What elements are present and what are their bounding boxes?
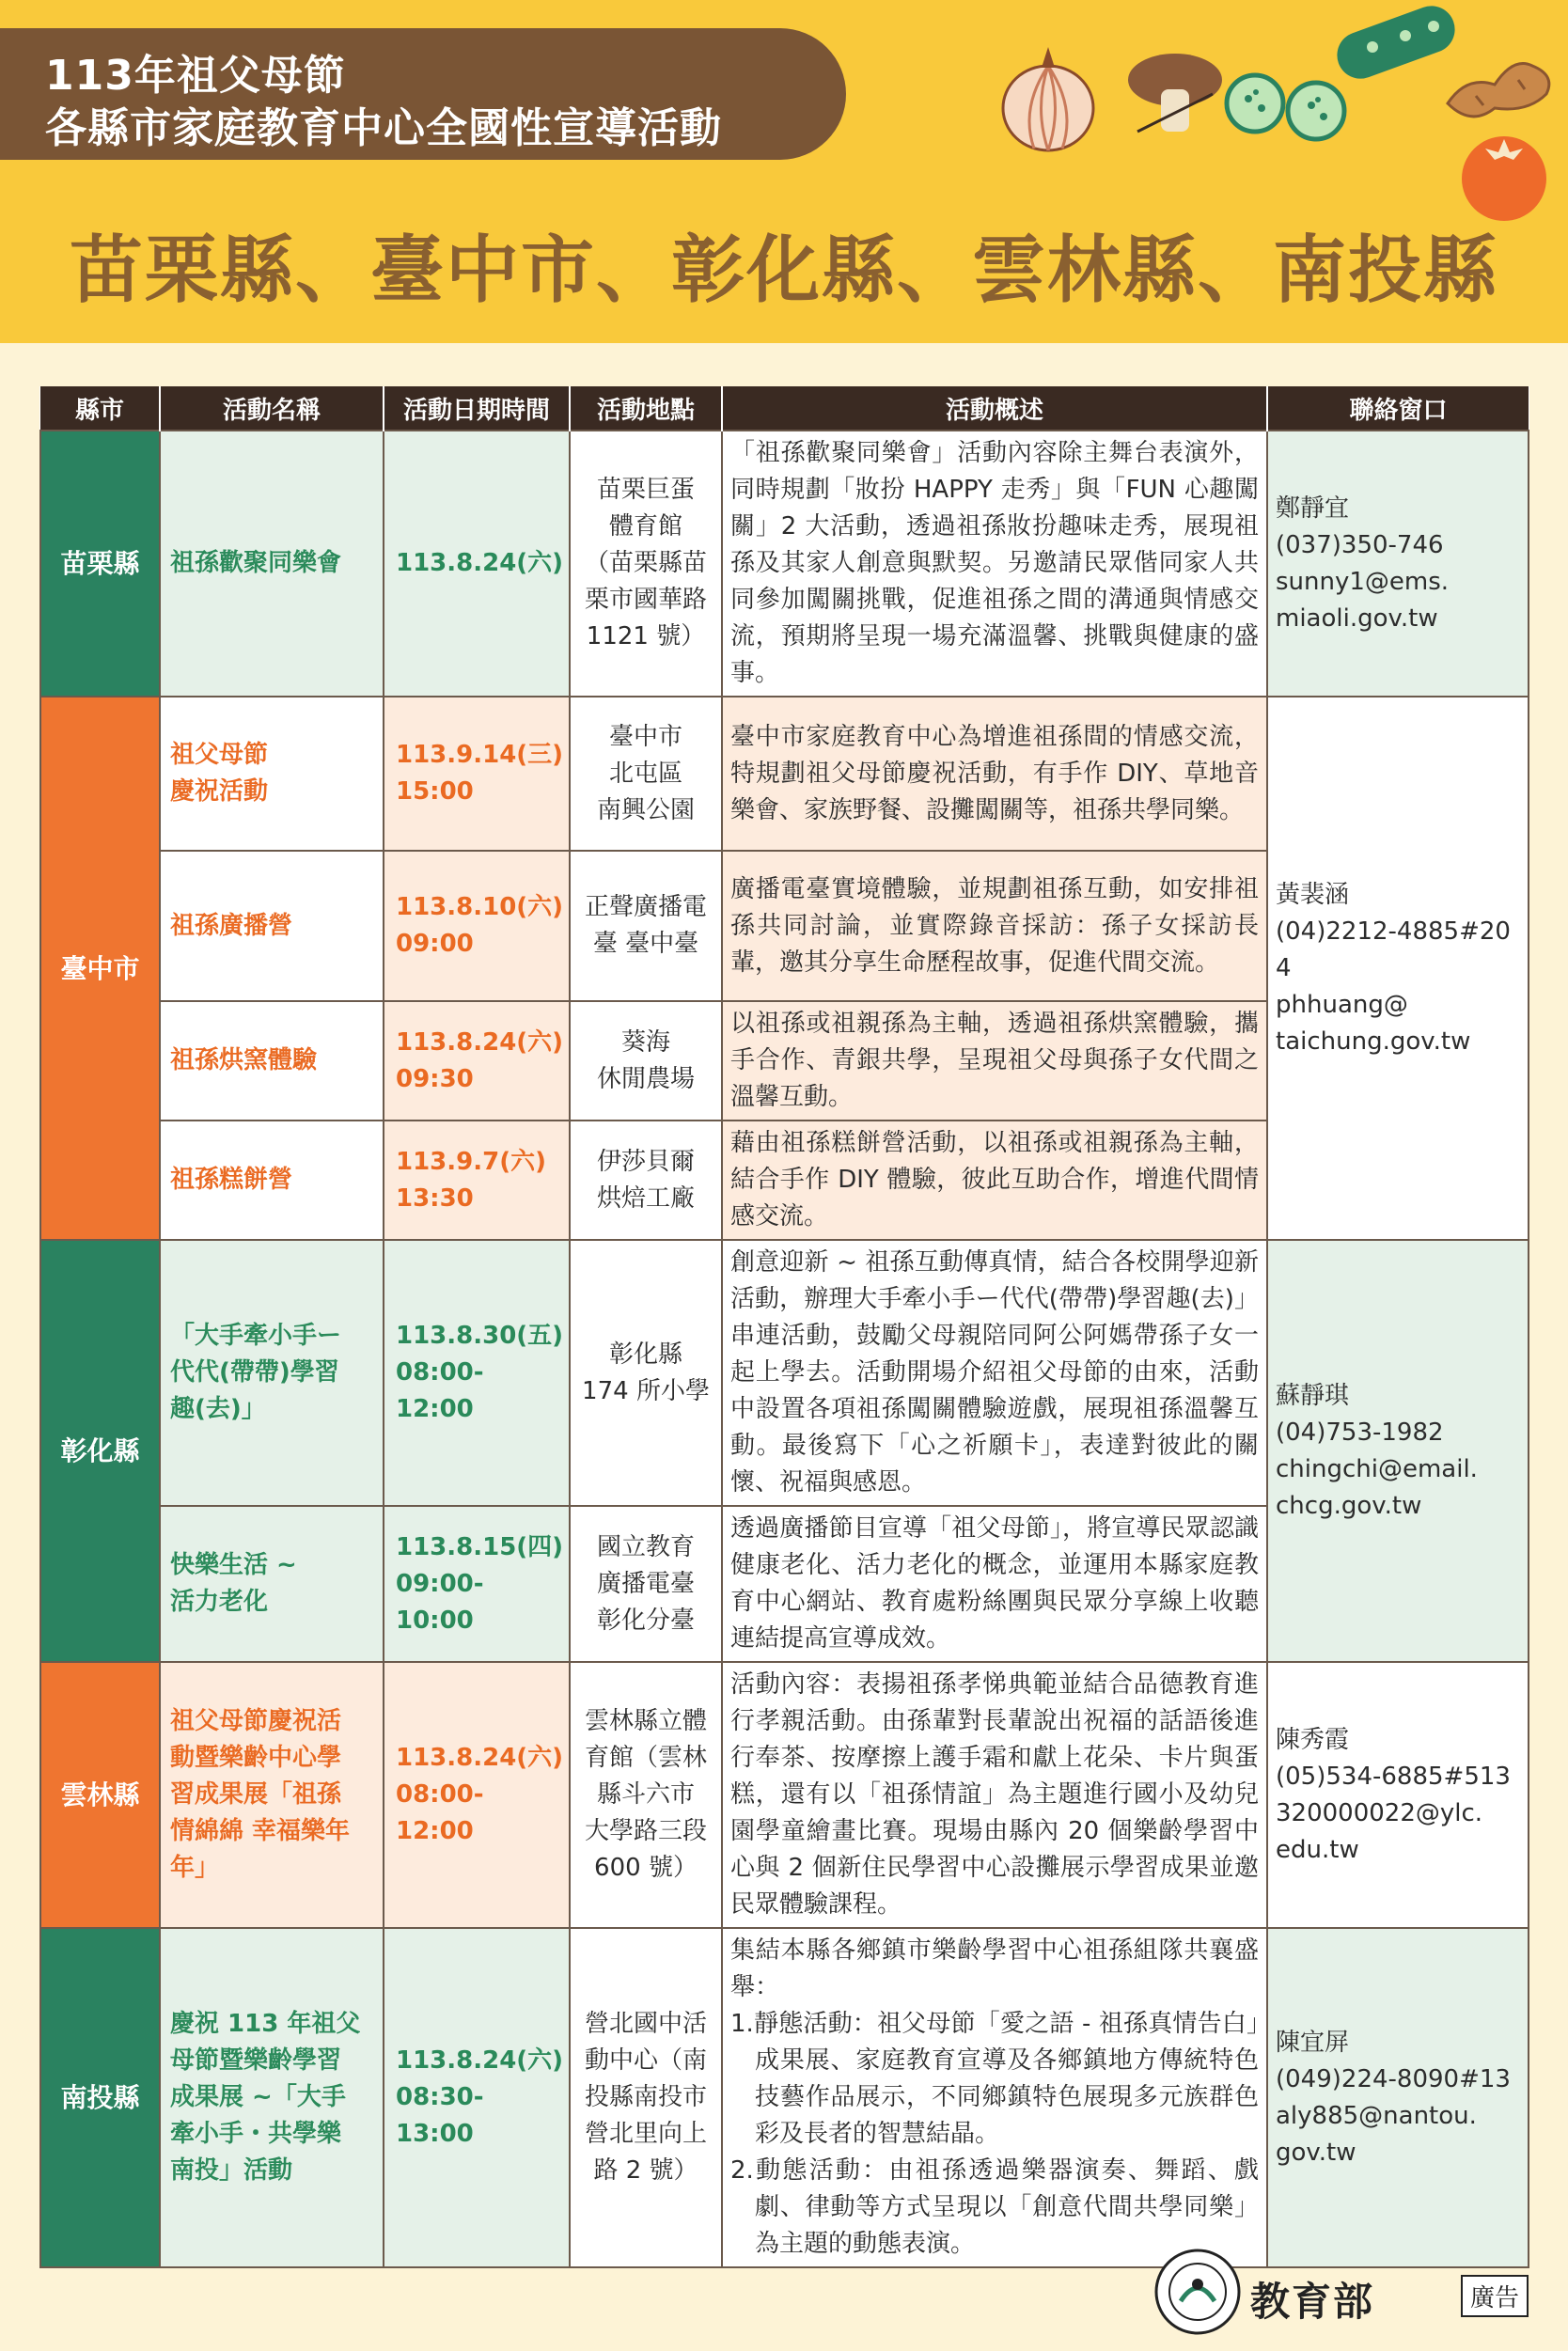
activity-place: 葵海 休閒農場 <box>570 1001 722 1121</box>
activity-description: 透過廣播節目宣導「祖父母節」，將宣導民眾認識健康老化、活力老化的概念，並運用本縣家庭教育中心網站、教育處粉絲團與民眾分享線上收聽連結提高宣導成效。 <box>722 1506 1267 1662</box>
column-header-description: 活動概述 <box>722 386 1267 431</box>
county-cell-miaoli: 苗栗縣 <box>40 431 160 697</box>
activity-place: 苗栗巨蛋 體育館 （苗栗縣苗 栗市國華路 1121 號） <box>570 431 722 697</box>
activity-description: 「祖孫歡聚同樂會」活動內容除主舞台表演外，同時規劃「妝扮 HAPPY 走秀」與「FUN 心趣闖關」2 大活動，透過祖孫妝扮趣味走秀，展現祖孫及其家人創意與默契。另邀請民眾偕同家人共同參加闖關挑戰，促進祖孫之間的溝通與情感交流，預期將呈現一場充滿溫馨、挑戰與健康的盛事。 <box>722 431 1267 697</box>
activity-description: 以祖孫或祖親孫為主軸，透過祖孫烘窯體驗，攜手合作、青銀共學，呈現祖父母與孫子女代間之溫馨互動。 <box>722 1001 1267 1121</box>
contact-changhua: 蘇靜琪 (04)753-1982 chingchi@email. chcg.gov.tw <box>1267 1240 1529 1662</box>
activity-table <box>39 386 1529 2268</box>
activity-date: 113.9.7(六) 13:30 <box>384 1121 570 1240</box>
mushroom-illustration <box>1119 38 1231 141</box>
footer <box>1152 2247 1529 2341</box>
county-cell-nantou: 南投縣 <box>40 1928 160 2267</box>
activity-place: 正聲廣播電 臺 臺中臺 <box>570 851 722 1001</box>
activity-place: 彰化縣 174 所小學 <box>570 1240 722 1506</box>
activity-description: 活動內容：表揚祖孫孝悌典範並結合品德教育進行孝親活動。由孫輩對長輩說出祝福的話語後進行奉茶、按摩擦上護手霜和獻上花朵、卡片與蛋糕，還有以「祖孫情誼」為主題進行國小及幼兒園學童繪畫比賽。現場由縣內 20 個樂齡學習中心與 2 個新住民學習中心設攤展示學習成果並邀民眾體驗課程。 <box>722 1662 1267 1928</box>
table-row-taichung-1 <box>40 697 1529 851</box>
activity-description: 創意迎新 ~ 祖孫互動傳真情，結合各校開學迎新活動，辦理大手牽小手ー代代(帶帶)學習趣(去)」串連活動，鼓勵父母親陪同阿公阿媽帶孫子女一起上學去。活動開場介紹祖父母節的由來，活動中設置各項祖孫闖關體驗遊戲，展現祖孫溫馨互動。最後寫下「心之祈願卡」，表達對彼此的關懷、祝福與感恩。 <box>722 1240 1267 1506</box>
activity-date: 113.8.24(六) 08:00-12:00 <box>384 1662 570 1928</box>
activity-description: 廣播電臺實境體驗，並規劃祖孫互動，如安排祖孫共同討論，並實際錄音採訪：孫子女採訪長輩，邀其分享生命歷程故事，促進代間交流。 <box>722 851 1267 1001</box>
activity-description: 臺中市家庭教育中心為增進祖孫間的情感交流，特規劃祖父母節慶祝活動，有手作 DIY、草地音樂會、家族野餐、設攤闖關等，祖孫共學同樂。 <box>722 697 1267 851</box>
column-header-contact: 聯絡窗口 <box>1267 386 1529 431</box>
activity-place: 國立教育 廣播電臺 彰化分臺 <box>570 1506 722 1662</box>
event-title: 113年祖父母節 <box>45 52 346 100</box>
column-header-place: 活動地點 <box>570 386 722 431</box>
advertisement-label: 廣告 <box>1461 2275 1529 2317</box>
table-row-miaoli <box>40 431 1529 697</box>
table-row-nantou <box>40 1928 1529 2267</box>
activity-name: 祖父母節慶祝活 動暨樂齡中心學 習成果展「祖孫 情綿綿 幸福樂年 年」 <box>160 1662 384 1928</box>
activity-name: 慶祝 113 年祖父 母節暨樂齡學習 成果展 ~「大手 牽小手・共學樂 南投」活動 <box>160 1928 384 2267</box>
header-band <box>0 0 1568 343</box>
region-title: 苗栗縣、臺中市、彰化縣、雲林縣、南投縣 <box>69 228 1498 313</box>
tomato-illustration <box>1448 122 1560 226</box>
ministry-of-education-seal <box>1152 2247 1243 2337</box>
activity-name: 祖孫糕餅營 <box>160 1121 384 1240</box>
event-subtitle: 各縣市家庭教育中心全國性宣導活動 <box>45 104 722 152</box>
activity-description: 藉由祖孫糕餅營活動，以祖孫或祖親孫為主軸，結合手作 DIY 體驗，彼此互助合作，增進代間情感交流。 <box>722 1121 1267 1240</box>
ginger-illustration <box>1438 38 1560 132</box>
activity-place: 臺中市 北屯區 南興公園 <box>570 697 722 851</box>
activity-date: 113.8.24(六) <box>384 431 570 697</box>
table-header-row <box>40 386 1529 431</box>
activity-name: 祖孫廣播營 <box>160 851 384 1001</box>
activity-date: 113.8.10(六) 09:00 <box>384 851 570 1001</box>
activity-description: 集結本縣各鄉鎮市樂齡學習中心祖孫組隊共襄盛舉： 1.靜態活動：祖父母節「愛之語 - 祖孫真情告白」成果展、家庭教育宣導及各鄉鎮地方傳統特色技藝作品展示，不同鄉鎮特色展現多元族群色彩及長者的智慧結晶。 2.動態活動：由祖孫透過樂器演奏、舞蹈、戲劇、律動等方式呈現以「創意代間共學同樂」為主題的動態表演。 <box>722 1928 1267 2267</box>
activity-place: 雲林縣立體 育館（雲林 縣斗六市 大學路三段 600 號） <box>570 1662 722 1928</box>
county-cell-changhua: 彰化縣 <box>40 1240 160 1662</box>
table-row-changhua-1 <box>40 1240 1529 1506</box>
activity-name: 祖孫烘窯體驗 <box>160 1001 384 1121</box>
activity-name: 祖父母節 慶祝活動 <box>160 697 384 851</box>
activity-place: 營北國中活 動中心（南 投縣南投市 營北里向上 路 2 號） <box>570 1928 722 2267</box>
activity-date: 113.8.24(六) 09:30 <box>384 1001 570 1121</box>
contact-miaoli: 鄭靜宜 (037)350-746 sunny1@ems. miaoli.gov.tw <box>1267 431 1529 697</box>
table-row-yunlin <box>40 1662 1529 1928</box>
activity-name: 「大手牽小手ー 代代(帶帶)學習 趣(去)」 <box>160 1240 384 1506</box>
activity-date: 113.8.15(四) 09:00-10:00 <box>384 1506 570 1662</box>
column-header-county: 縣市 <box>40 386 160 431</box>
activity-date: 113.8.24(六) 08:30-13:00 <box>384 1928 570 2267</box>
activity-name: 快樂生活 ~ 活力老化 <box>160 1506 384 1662</box>
ministry-name: 教育部 <box>1250 2279 1375 2325</box>
column-header-date: 活動日期時間 <box>384 386 570 431</box>
activity-date: 113.9.14(三) 15:00 <box>384 697 570 851</box>
activity-place: 伊莎貝爾 烘焙工廠 <box>570 1121 722 1240</box>
onion-illustration <box>978 38 1119 160</box>
column-header-activity: 活動名稱 <box>160 386 384 431</box>
county-cell-taichung: 臺中市 <box>40 697 160 1240</box>
activity-table-wrapper <box>39 386 1528 2268</box>
activity-date: 113.8.30(五) 08:00-12:00 <box>384 1240 570 1506</box>
county-cell-yunlin: 雲林縣 <box>40 1662 160 1928</box>
contact-yunlin: 陳秀霞 (05)534-6885#513 320000022@ylc. edu.tw <box>1267 1662 1529 1928</box>
activity-name: 祖孫歡聚同樂會 <box>160 431 384 697</box>
contact-taichung: 黃裴涵 (04)2212-4885#204 phhuang@ taichung.gov.tw <box>1267 697 1529 1240</box>
contact-nantou: 陳宜屏 (049)224-8090#13 aly885@nantou. gov.tw <box>1267 1928 1529 2267</box>
